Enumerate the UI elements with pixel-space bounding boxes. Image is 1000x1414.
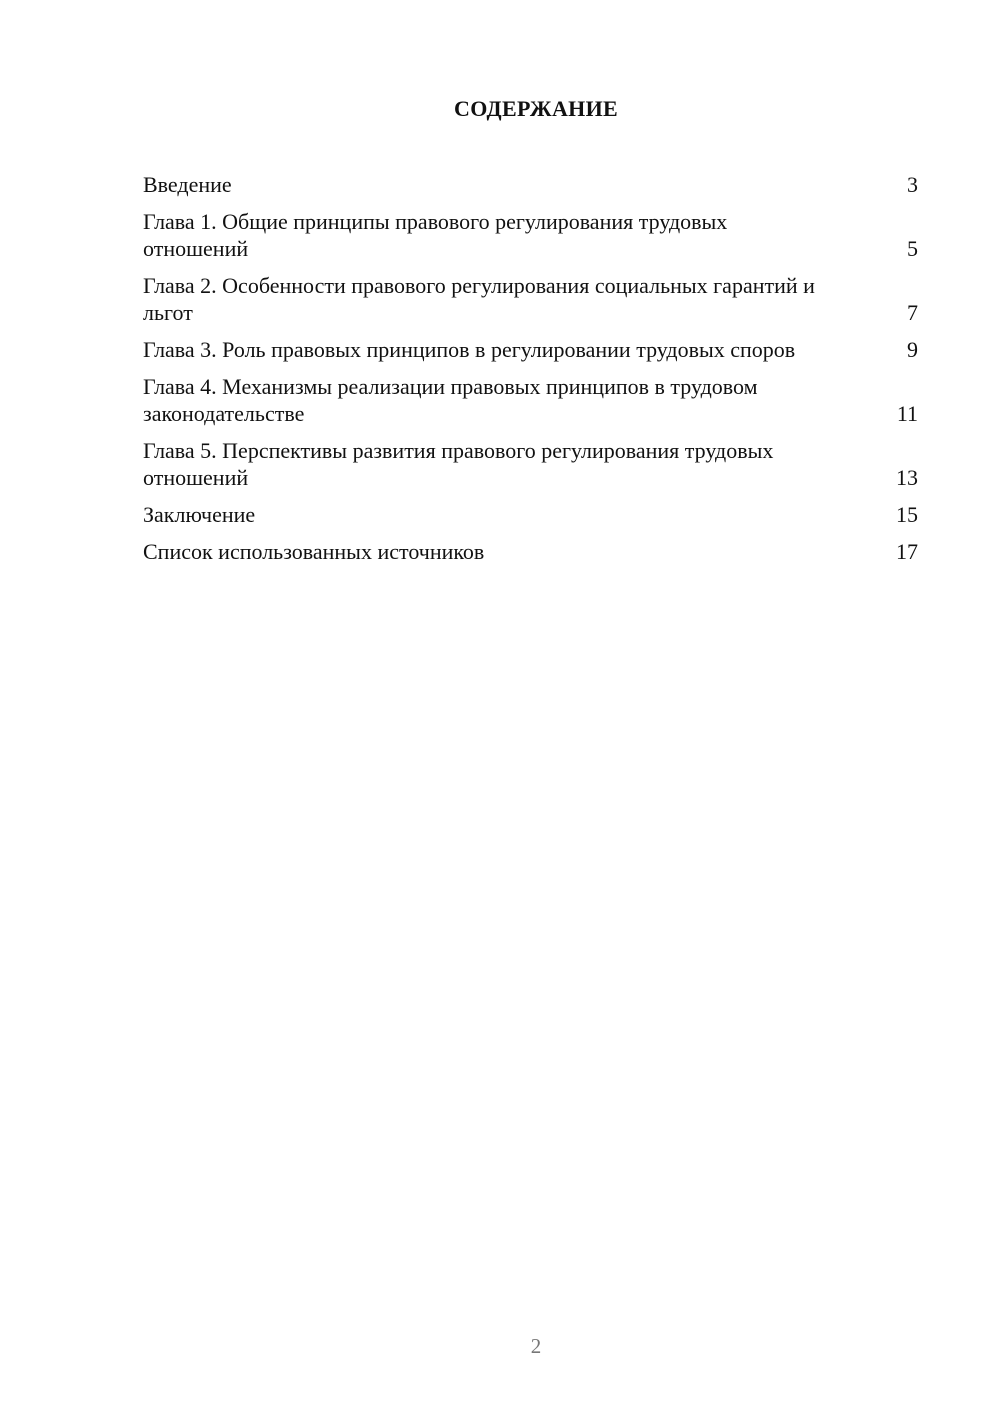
toc-item-page: 15 [896,502,918,527]
toc-item-title: Глава 5. Перспективы развития правового регулирования трудовых отношений [143,438,774,490]
toc-item-conclusion [143,501,918,528]
toc-item-title: Глава 2. Особенности правового регулирования социальных гарантий и льгот [143,273,815,325]
toc-item-title: Глава 3. Роль правовых принципов в регулировании трудовых споров [143,337,796,362]
toc-item-chapter-3 [143,336,918,363]
page-number: 2 [530,1334,542,1358]
toc-item-chapter-2 [143,272,918,326]
toc-item-page: 9 [907,337,918,362]
toc-item-page: 13 [896,465,918,490]
toc-item-title: Список использованных источников [143,539,485,564]
toc-item-chapter-1 [143,208,918,262]
toc-item-page: 11 [896,401,918,426]
toc-item-page: 17 [896,539,918,564]
toc-item-title: Глава 1. Общие принципы правового регулирования трудовых отношений [143,209,728,261]
toc-item-page: 3 [907,172,918,197]
page-title: СОДЕРЖАНИЕ [454,96,618,121]
toc-item-chapter-5 [143,437,918,491]
toc-item-page: 7 [907,300,918,325]
table-of-contents [143,171,918,575]
toc-item-chapter-4 [143,373,918,427]
toc-item-title: Заключение [143,502,256,527]
toc-item-title: Глава 4. Механизмы реализации правовых принципов в трудовом законодательстве [143,374,758,426]
toc-item-title: Введение [143,172,232,197]
toc-item-page: 5 [907,236,918,261]
toc-item-introduction [143,171,918,198]
toc-item-references [143,538,918,565]
